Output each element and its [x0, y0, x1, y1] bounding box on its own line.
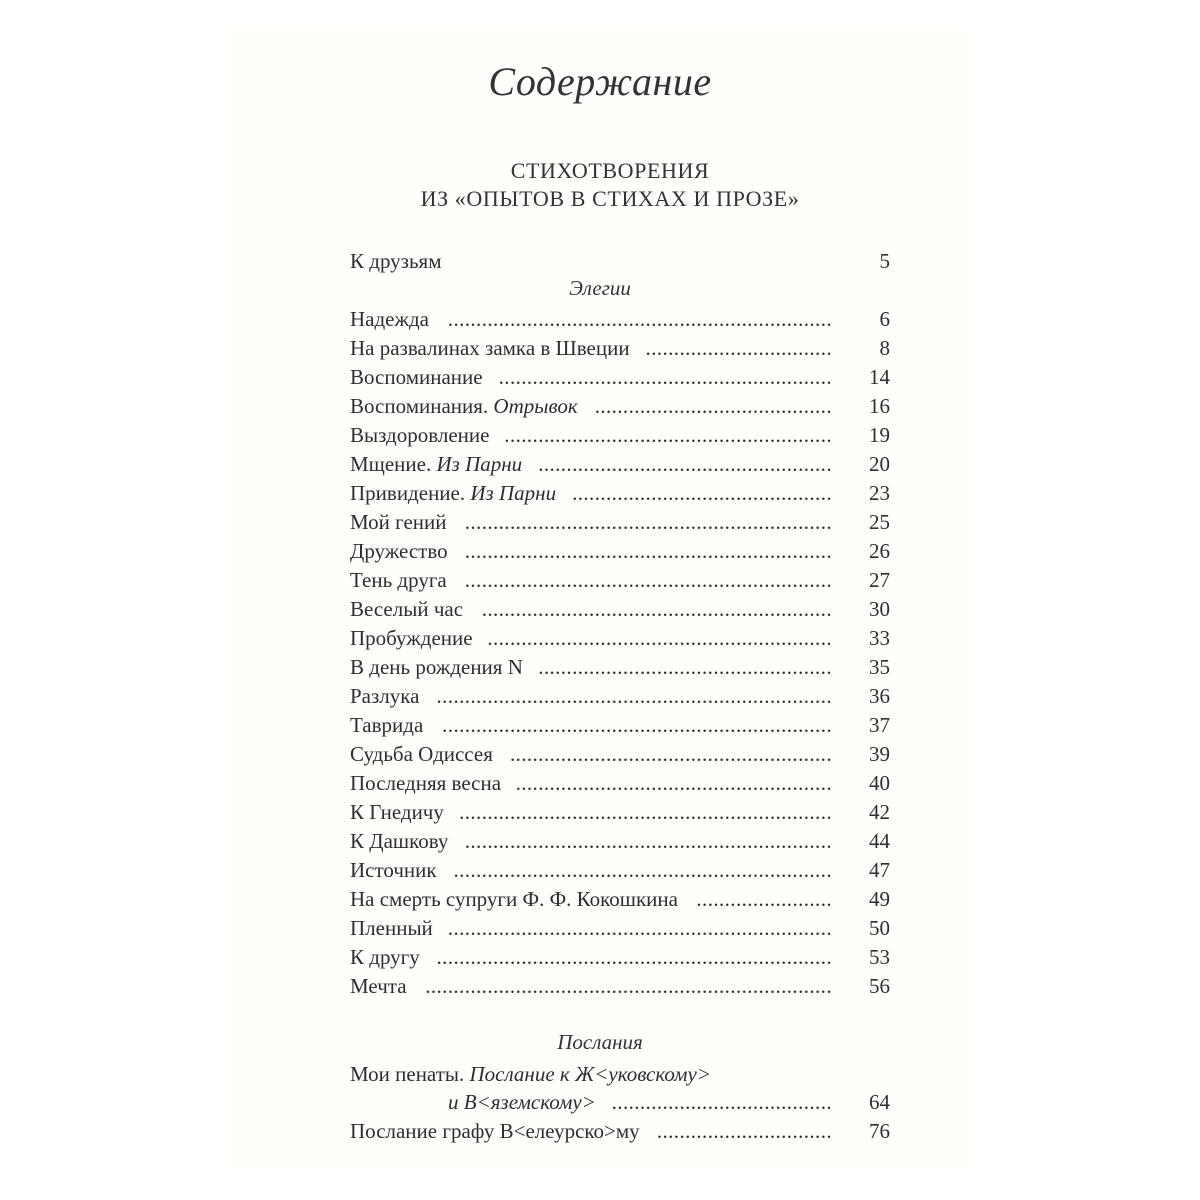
toc-leader-dots: ......................................................................	[436, 684, 832, 708]
toc-entry-page: 76	[869, 1119, 890, 1143]
toc-entry[interactable]	[350, 568, 890, 594]
toc-entry[interactable]	[350, 974, 890, 1000]
toc-leader-dots: ....................................................	[538, 655, 832, 679]
toc-entry[interactable]	[350, 916, 890, 942]
toc-entry-label: Мечта	[350, 974, 407, 998]
toc-entry[interactable]	[350, 539, 890, 565]
toc-leader-dots: .................................................................	[464, 539, 832, 563]
toc-entry-label: Послание графу В<елеурско>му	[350, 1119, 640, 1143]
toc-entry[interactable]	[350, 771, 890, 797]
toc-entry-page: 6	[879, 307, 890, 331]
toc-entry-page: 23	[869, 481, 890, 505]
toc-entry[interactable]	[350, 510, 890, 536]
toc-entry-page: 5	[879, 249, 890, 273]
toc-entry-page: 26	[869, 539, 890, 563]
subsection-heading-elegies: Элегии	[569, 276, 631, 300]
toc-entry-page: 19	[869, 423, 890, 447]
toc-entry-label: Мои пенаты. Послание к Ж<уковскому>	[350, 1062, 711, 1086]
toc-leader-dots: .................................................................	[464, 568, 832, 592]
toc-entry-label: Воспоминание	[350, 365, 483, 389]
section-heading-line2: ИЗ «ОПЫТОВ В СТИХАХ И ПРОЗЕ»	[420, 186, 800, 211]
toc-entry-page: 27	[869, 568, 890, 592]
toc-entry[interactable]	[350, 945, 890, 971]
toc-entry-label: Разлука	[350, 684, 420, 708]
toc-entry-label: Источник	[350, 858, 437, 882]
toc-entry-page: 25	[869, 510, 890, 534]
toc-entry-italic-note: Отрывок	[493, 394, 578, 418]
toc-leader-dots: ........................................................................	[425, 974, 832, 998]
section-heading-line1: СТИХОТВОРЕНИЯ	[510, 158, 710, 183]
toc-leader-dots: .........................................................	[509, 742, 832, 766]
toc-entry-label: На смерть супруги Ф. Ф. Кокошкина	[350, 887, 678, 911]
toc-leader-dots: ....................................................................	[447, 307, 832, 331]
toc-leader-dots: ....................................................................	[447, 916, 832, 940]
toc-entry-page: 36	[869, 684, 890, 708]
toc-leader-dots: .....................................................................	[442, 713, 832, 737]
toc-entry-continuation[interactable]	[448, 1090, 890, 1116]
toc-entry[interactable]	[350, 626, 890, 652]
toc-entry-page: 49	[869, 887, 890, 911]
toc-entry-label: Пленный	[350, 916, 433, 940]
toc-entry-label: Привидение. Из Парни	[350, 481, 557, 505]
toc-leader-dots: ..................................................................	[459, 800, 832, 824]
toc-entry[interactable]	[350, 684, 890, 710]
toc-entry-label: Мщение. Из Парни	[350, 452, 523, 476]
toc-leader-dots: .......................................	[611, 1090, 832, 1114]
toc-entry[interactable]	[350, 800, 890, 826]
toc-entry-label: К другу	[350, 945, 420, 969]
toc-entry-page: 47	[869, 858, 890, 882]
toc-entry-page: 64	[869, 1090, 890, 1114]
toc-entry-page: 40	[869, 771, 890, 795]
toc-entry-label: Таврида	[350, 713, 424, 737]
toc-entry-page: 37	[869, 713, 890, 737]
toc-entry-page: 50	[869, 916, 890, 940]
toc-leader-dots: ..............................................	[572, 481, 832, 505]
toc-entry-page: 39	[869, 742, 890, 766]
toc-leader-dots: ..............................................................	[481, 597, 832, 621]
toc-leader-dots: ..........................................	[594, 394, 832, 418]
toc-entry[interactable]	[350, 1119, 890, 1145]
toc-leader-dots: ....................................................	[538, 452, 832, 476]
toc-entry[interactable]	[350, 655, 890, 681]
toc-entry-label: Воспоминания. Отрывок	[350, 394, 578, 418]
toc-entry-page: 42	[869, 800, 890, 824]
toc-entry-page: 16	[869, 394, 890, 418]
toc-entry-label: Пробуждение	[350, 626, 473, 650]
toc-entry-italic-note: и В<яземскому>	[448, 1090, 596, 1114]
toc-entry-label: К друзьям	[350, 249, 442, 273]
toc-leader-dots: .................................	[645, 336, 832, 360]
toc-entry-page: 14	[869, 365, 890, 389]
toc-entry[interactable]	[350, 423, 890, 449]
toc-entry[interactable]	[350, 452, 890, 478]
toc-entry-label: В день рождения N	[350, 655, 523, 679]
toc-entry-page: 30	[869, 597, 890, 621]
toc-leader-dots: ........................................................	[515, 771, 832, 795]
toc-entry[interactable]	[350, 365, 890, 391]
toc-entry-italic-note: Послание к Ж<уковскому>	[469, 1062, 711, 1086]
toc-leader-dots: .................................................................	[464, 829, 832, 853]
toc-entry[interactable]	[350, 713, 890, 739]
toc-entry-page: 44	[869, 829, 890, 853]
toc-leader-dots: .............................................................	[487, 626, 832, 650]
toc-entry[interactable]	[350, 394, 890, 420]
toc-entry-label: Веселый час	[350, 597, 464, 621]
toc-entry-page: 20	[869, 452, 890, 476]
toc-leader-dots: ......................................................................	[436, 945, 832, 969]
toc-entry-label: Последняя весна	[350, 771, 502, 795]
page-title: Содержание	[488, 59, 712, 104]
toc-entry-label: Дружество	[350, 539, 448, 563]
toc-entry-italic-note: Из Парни	[470, 481, 557, 505]
toc-entry-label: На развалинах замка в Швеции	[350, 336, 630, 360]
toc-entry[interactable]	[350, 307, 890, 333]
toc-entry-page: 33	[869, 626, 890, 650]
toc-leader-dots: ...........................................................	[498, 365, 832, 389]
toc-entry[interactable]	[350, 597, 890, 623]
toc-entry-page: 53	[869, 945, 890, 969]
toc-leader-dots: ..........................................................	[504, 423, 832, 447]
toc-entry[interactable]	[350, 742, 890, 768]
toc-entry-page: 8	[879, 336, 890, 360]
subsection-heading-epistles: Послания	[557, 1030, 643, 1054]
toc-entry-page: 56	[869, 974, 890, 998]
toc-leader-dots: ........................	[696, 887, 832, 911]
toc-entry-page: 35	[869, 655, 890, 679]
toc-entry-label: Надежда	[350, 307, 430, 331]
toc-entry[interactable]	[350, 887, 890, 913]
toc-entry-italic-note: Из Парни	[436, 452, 523, 476]
toc-entry[interactable]	[350, 336, 890, 362]
toc-entry-label: Мой гений	[350, 510, 447, 534]
toc-entry-label: К Гнедичу	[350, 800, 444, 824]
toc-entry-label: Выздоровление	[350, 423, 490, 447]
toc-entry-label: Тень друга	[350, 568, 447, 592]
toc-entry[interactable]	[350, 481, 890, 507]
toc-entry[interactable]	[350, 1062, 890, 1088]
toc-entry-label: Судьба Одиссея	[350, 742, 493, 766]
toc-entry-intro[interactable]	[350, 249, 890, 275]
toc-entry-label: К Дашкову	[350, 829, 449, 853]
toc-leader-dots: .................................................................	[464, 510, 832, 534]
toc-entry[interactable]	[350, 829, 890, 855]
toc-leader-dots: ...................................................................	[453, 858, 832, 882]
toc-leader-dots: ...............................	[656, 1119, 832, 1143]
toc-entry[interactable]	[350, 858, 890, 884]
